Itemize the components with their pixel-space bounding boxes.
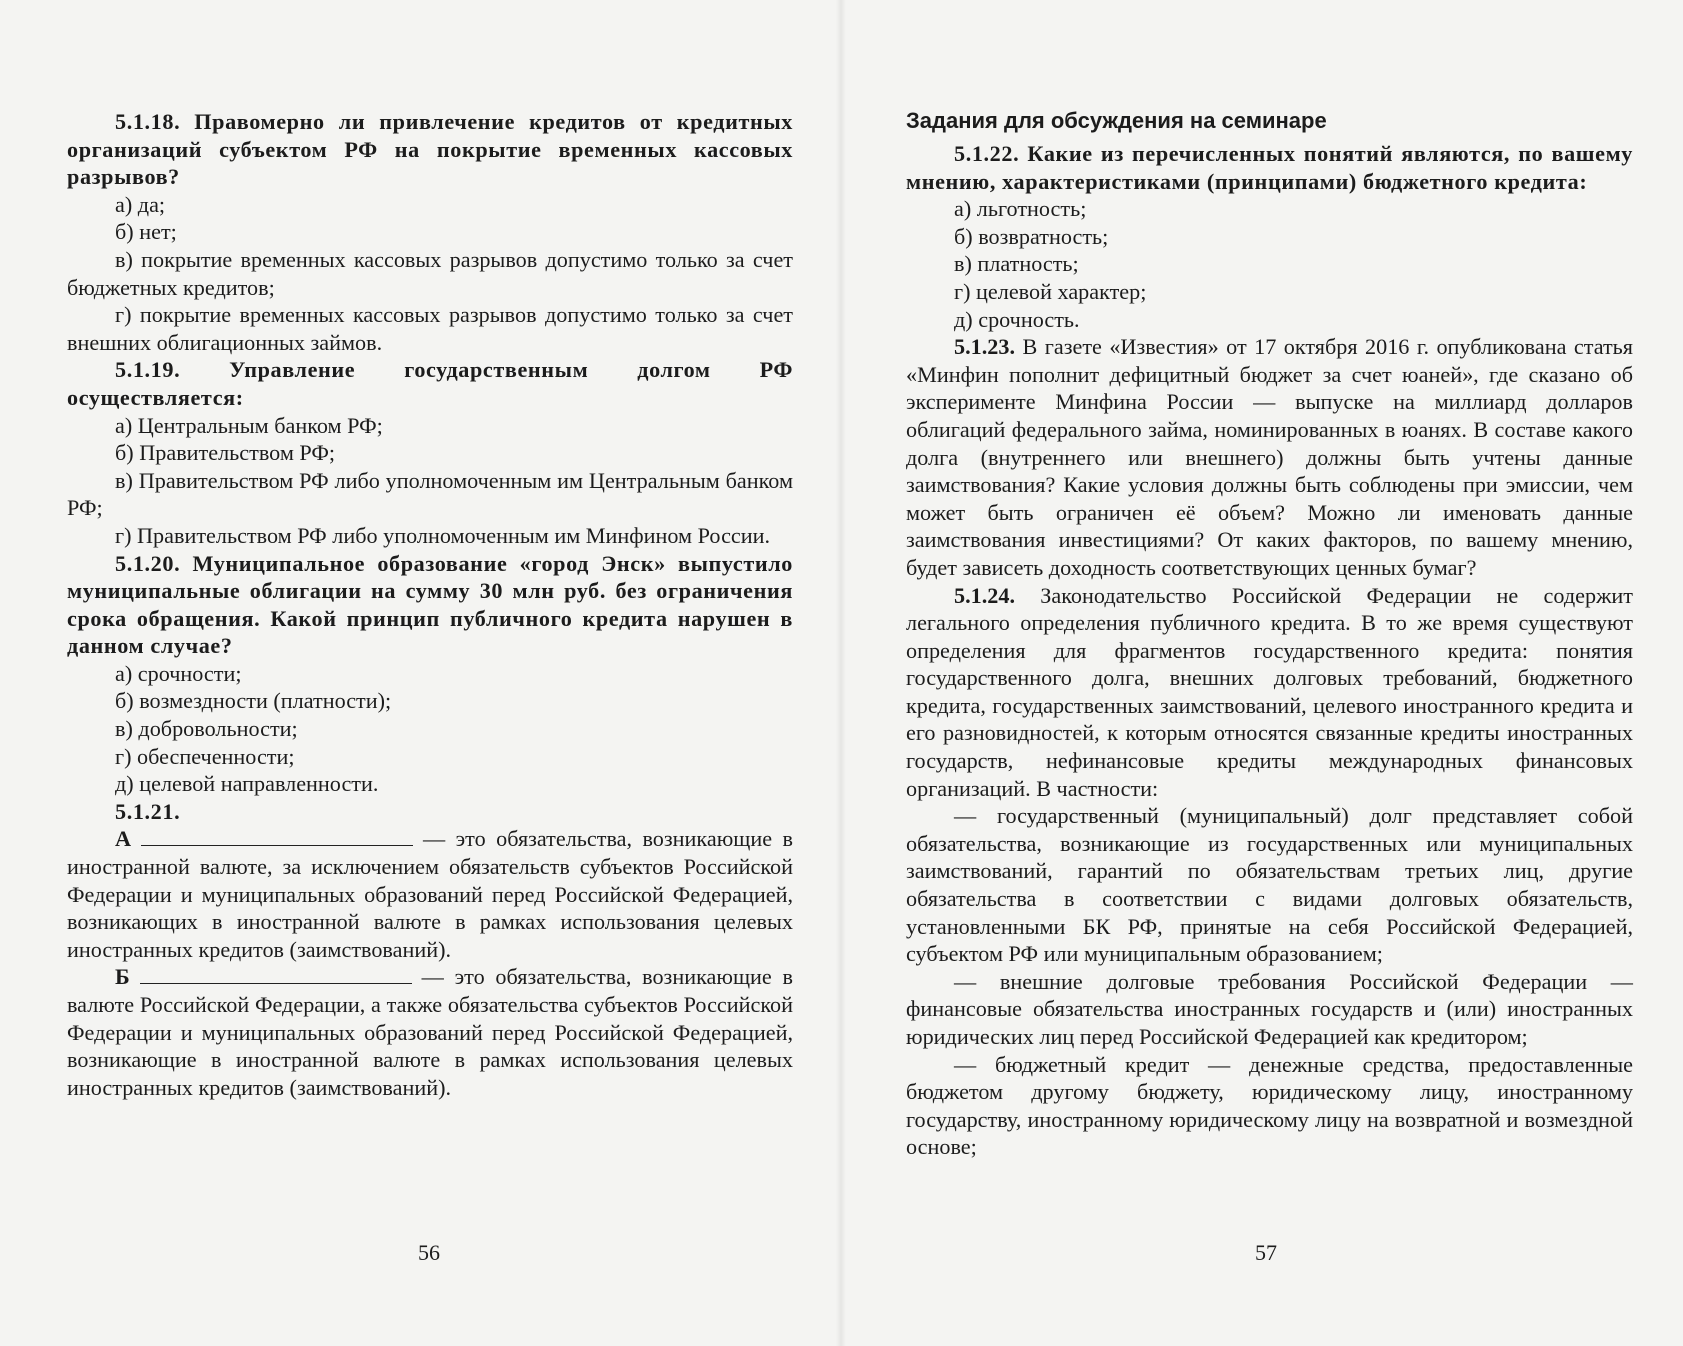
task-5-1-23 <box>906 333 1633 581</box>
right-page-text <box>906 104 1633 1161</box>
answer-item: д) срочность. <box>954 306 1080 332</box>
answer-item: а) срочности; <box>115 660 242 686</box>
fill-in-blank-b[interactable] <box>140 965 412 984</box>
task-text: Законодательство Российской Федерации не содержит легального определения публичного кредита. В то же время существуют определения для фрагментов государственного кредита: понятия государственного долга, внешних долговых требований, бюджетного кредита, государственных заимствований, целевого иностранного кредита и его разновидностей, к которым относятся связанные кредиты иностранных государств, нефинансовые кредиты международных финансовых организаций. В частности: <box>906 582 1633 801</box>
answer-item: г) обеспеченности; <box>115 743 295 769</box>
question-5-1-18: 5.1.18. Правомерно ли привлечение кредитов от кредитных организаций субъектом РФ на покрытие временных кассовых разрывов? <box>67 109 793 190</box>
page-number: 57 <box>1255 1240 1277 1265</box>
page-number: 56 <box>418 1240 440 1265</box>
question-5-1-19: 5.1.19. Управление государственным долгом РФ осуществляется: <box>67 357 793 410</box>
answer-item: б) нет; <box>115 219 177 245</box>
answer-item: в) Правительством РФ либо уполномоченным им Центральным банком РФ; <box>67 467 793 521</box>
answer-item: г) покрытие временных кассовых разрывов допустимо только за счет внешних облигационных займов. <box>67 302 793 355</box>
right-page <box>841 0 1683 1346</box>
definition-a-text: — это обязательства, возникающие в иностранной валюте, за исключением обязательств субъектов Российской Федерации и муниципальных образований перед Российской Федерацией, возникающих в иностранной валюте в рамках использования целевых иностранных кредитов (заимствований). <box>67 826 793 962</box>
definition-a-label: А <box>115 826 132 852</box>
definition-item: — государственный (муниципальный) долг представляет собой обязательства, возникающие из государственных или муниципальных заимствований, гарантий по обязательствам третьих лиц, другие обязательства в соответствии с видами долговых обязательств, установленными БК РФ, принятые на себя Российской Федерацией, субъектом РФ или муниципальным образованием; <box>906 803 1633 967</box>
answer-item: б) возвратность; <box>954 223 1109 249</box>
answer-item: а) Центральным банком РФ; <box>115 412 383 438</box>
answer-item: д) целевой направленности. <box>115 771 379 797</box>
answer-item: г) Правительством РФ либо уполномоченным им Минфином России. <box>115 522 771 548</box>
definition-item: — бюджетный кредит — денежные средства, предоставленные бюджетом другому бюджету, юридическому лицу, иностранному государству, иностранному юридическому лицу на возвратной и возмездной основе; <box>906 1051 1633 1160</box>
definition-item: — внешние долговые требования Российской Федерации — финансовые обязательства иностранных государств и (или) иностранных юридических лиц перед Российской Федерацией как кредитором; <box>906 968 1633 1049</box>
task-5-1-24 <box>906 582 1633 803</box>
definition-b-label: Б <box>115 964 130 990</box>
question-5-1-21-number: 5.1.21. <box>115 798 181 824</box>
task-number: 5.1.24. <box>954 582 1016 608</box>
answer-item: а) да; <box>115 191 166 217</box>
answer-item: а) льготность; <box>954 196 1087 222</box>
task-text: В газете «Известия» от 17 октября 2016 г. опубликована статья «Минфин пополнит дефицитный бюджет за счет юаней», где сказано об эксперименте Минфина России — выпуске на миллиард долларов облигаций федерального займа, номинированных в юанях. В составе какого долга (внутреннего или внешнего) должны быть учтены данные заимствования? Какие условия должны быть соблюдены при эмиссии, чем может быть ограничен её объем? Можно ли именовать данные заимствования инвестициями? От каких факторов, по вашему мнению, будет зависеть доходность соответствующих ценных бумаг? <box>906 334 1633 580</box>
answer-item: в) покрытие временных кассовых разрывов допустимо только за счет бюджетных кредитов; <box>67 246 793 300</box>
left-page-text <box>67 108 793 1101</box>
definition-b <box>67 963 793 1101</box>
question-5-1-20: 5.1.20. Муниципальное образование «город Энск» выпустило муниципальные облигации на сумму 30 млн руб. без ограничения срока обращения. Какой принцип публичного кредита нарушен в данном случае? <box>67 550 793 659</box>
answer-item: б) возмездности (платности); <box>115 688 392 714</box>
section-heading: Задания для обсуждения на семинаре <box>906 108 1327 133</box>
fill-in-blank-a[interactable] <box>141 827 413 846</box>
answer-item: г) целевой характер; <box>954 278 1147 304</box>
left-page <box>0 0 841 1346</box>
definition-a <box>67 825 793 963</box>
definition-b-text: — это обязательства, возникающие в валюте Российской Федерации, а также обязательства субъектов Российской Федерации и муниципальных образований перед Российской Федерацией, возникающие в иностранной валюте в рамках использования целевых иностранных кредитов (заимствований). <box>67 964 793 1100</box>
answer-item: в) платность; <box>954 251 1079 277</box>
answer-item: б) Правительством РФ; <box>115 440 336 466</box>
answer-item: в) добровольности; <box>115 716 298 742</box>
question-5-1-22: 5.1.22. Какие из перечисленных понятий являются, по вашему мнению, характеристиками (принципами) бюджетного кредита: <box>906 141 1633 194</box>
task-number: 5.1.23. <box>954 334 1016 360</box>
